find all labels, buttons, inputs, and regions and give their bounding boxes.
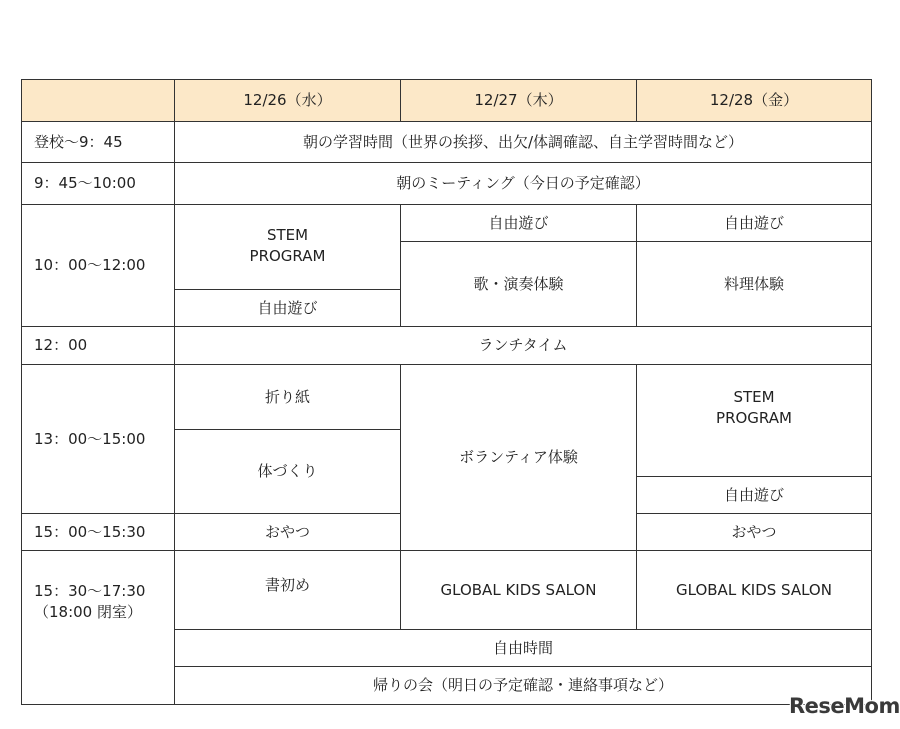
activity-1228-free-play: 自由遊び (637, 477, 872, 514)
time-evening (22, 551, 175, 705)
activity-1227-music: 歌・演奏体験 (401, 242, 637, 327)
activity-1228-global-kids-salon: GLOBAL KIDS SALON (637, 551, 872, 630)
activity-1226-free-play: 自由遊び (175, 290, 401, 327)
row-lunch (22, 327, 872, 365)
activity-1228-free-play: 自由遊び (637, 205, 872, 242)
time-snack: 15：00～15:30 (22, 514, 175, 551)
stem-line1: STEM (266, 226, 309, 244)
header-row (22, 80, 872, 122)
activity-1226-stem (175, 205, 401, 290)
row-meeting (22, 163, 872, 205)
activity-1228-snack: おやつ (637, 514, 872, 551)
activity-1226-snack: おやつ (175, 514, 401, 551)
stem-line2: PROGRAM (249, 247, 326, 265)
activity-1227-volunteer: ボランティア体験 (401, 365, 637, 551)
time-meeting: 9：45～10:00 (22, 163, 175, 205)
time-morning: 10：00～12:00 (22, 205, 175, 327)
time-afternoon: 13：00～15:00 (22, 365, 175, 514)
activity-1228-cooking: 料理体験 (637, 242, 872, 327)
time-evening-line1: 15：30～17:30 (34, 582, 146, 600)
header-day-1227: 12/27（木） (401, 80, 637, 122)
activity-free-time: 自由時間 (175, 630, 872, 667)
header-day-1228: 12/28（金） (637, 80, 872, 122)
row-morning-a (22, 205, 872, 242)
activity-1227-global-kids-salon: GLOBAL KIDS SALON (401, 551, 637, 630)
activity-1226-kakizome: 書初め (175, 551, 401, 630)
header-corner-cell (22, 80, 175, 122)
row-arrival (22, 122, 872, 163)
activity-1226-body-building: 体づくり (175, 430, 401, 514)
time-evening-line2: （18:00 閉室） (34, 603, 142, 621)
stem-line1: STEM (733, 388, 775, 406)
activity-morning-meeting: 朝のミーティング（今日の予定確認） (175, 163, 872, 205)
activity-1226-origami: 折り紙 (175, 365, 401, 430)
activity-1227-free-play: 自由遊び (401, 205, 637, 242)
row-evening-a (22, 551, 872, 630)
activity-1228-stem (637, 365, 872, 477)
time-lunch: 12：00 (22, 327, 175, 365)
row-afternoon-a (22, 365, 872, 430)
stem-line2: PROGRAM (716, 409, 792, 427)
activity-morning-study: 朝の学習時間（世界の挨拶、出欠/体調確認、自主学習時間など） (175, 122, 872, 163)
activity-lunch: ランチタイム (175, 327, 872, 365)
resemom-watermark-logo: ReseMom (789, 694, 900, 718)
schedule-table (21, 79, 872, 705)
time-arrival: 登校～9：45 (22, 122, 175, 163)
activity-closing: 帰りの会（明日の予定確認・連絡事項など） (175, 667, 872, 705)
header-day-1226: 12/26（水） (175, 80, 401, 122)
